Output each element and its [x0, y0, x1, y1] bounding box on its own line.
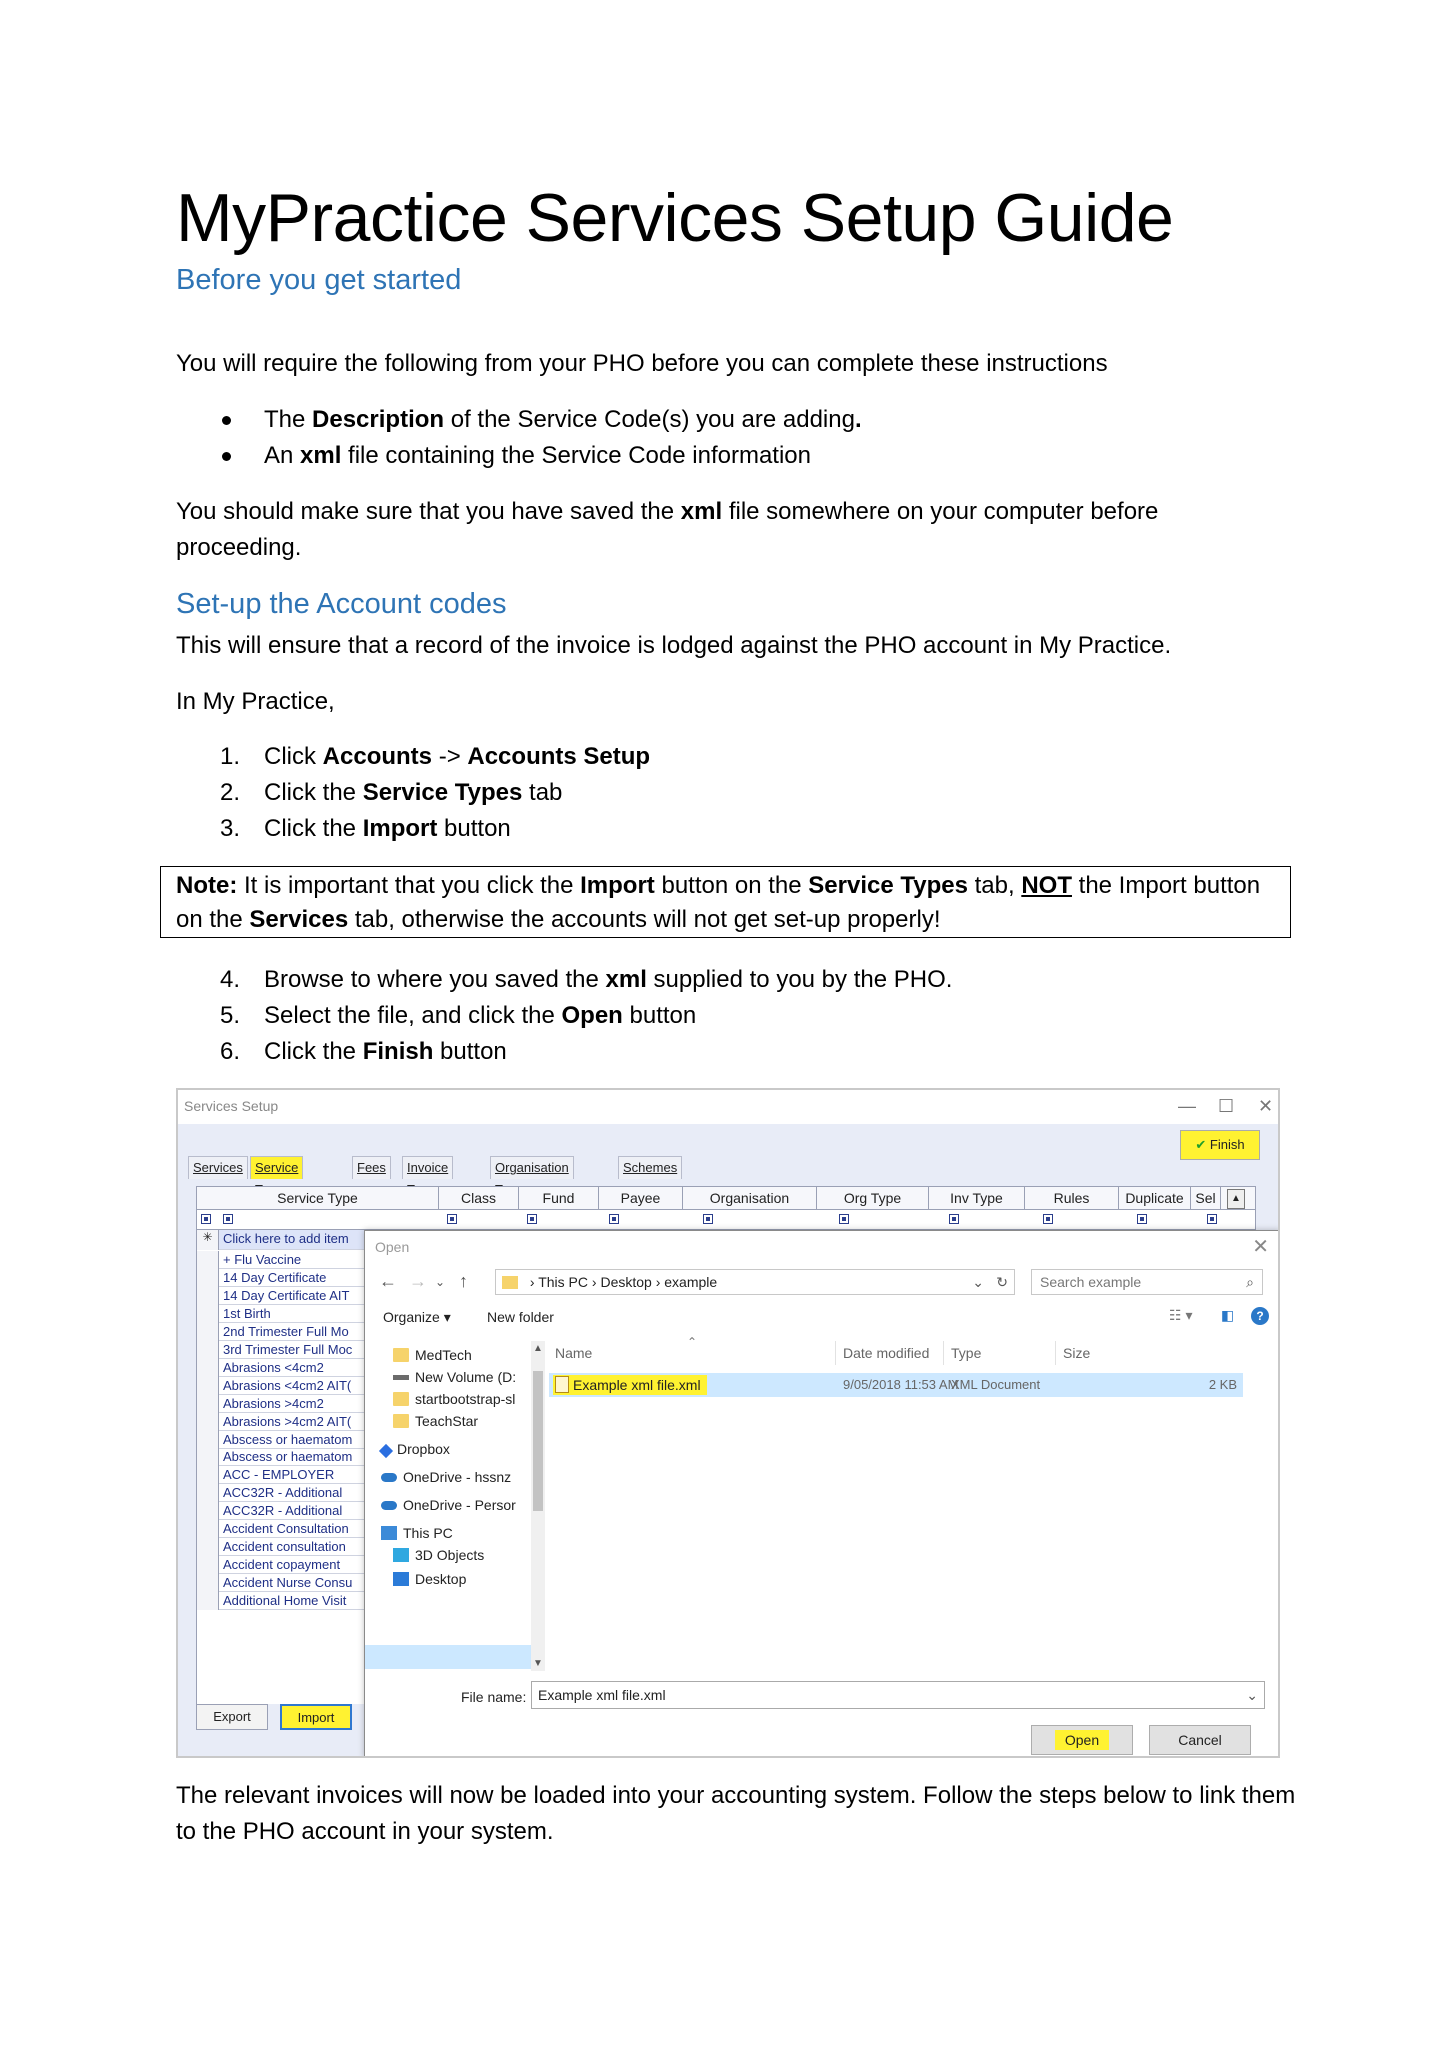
- finish-label: Finish: [1209, 1137, 1245, 1152]
- row-label: Accident consultation: [223, 1539, 346, 1554]
- footer-text: The relevant invoices will now be loaded into your accounting system. Follow the steps below to link them to the PHO account in your system.: [176, 1782, 1296, 1845]
- bullet-item: The Description of the Service Code(s) you are adding.: [176, 402, 862, 438]
- step-text-part: Import: [362, 815, 438, 842]
- file-name: Example xml file.xml: [573, 1377, 701, 1393]
- steps-list-2: [176, 962, 952, 1070]
- row-selector: [197, 1305, 219, 1323]
- step-text-part: button: [433, 1038, 507, 1065]
- step-number: 5.: [220, 1002, 241, 1029]
- col-org-type[interactable]: Org Type: [817, 1187, 929, 1209]
- step-number: 1.: [220, 743, 241, 770]
- view-options-icon[interactable]: ☷ ▾: [1169, 1307, 1193, 1323]
- table-row[interactable]: [197, 1323, 381, 1341]
- column-separator: [835, 1341, 836, 1365]
- table-row[interactable]: [197, 1502, 381, 1520]
- scroll-up-icon[interactable]: ▲: [533, 1343, 543, 1354]
- table-row[interactable]: [197, 1538, 381, 1556]
- step-text-part: Click: [264, 743, 323, 770]
- import-button[interactable]: Import: [280, 1704, 352, 1730]
- bullet-item: An xml file containing the Service Code information: [176, 438, 862, 474]
- row-label: ACC32R - Additional: [223, 1503, 343, 1518]
- nav-item[interactable]: [381, 1497, 516, 1513]
- breadcrumb-example[interactable]: example: [664, 1274, 718, 1290]
- step-text-part: ->: [432, 743, 468, 770]
- row-label: Abscess or haematom: [223, 1449, 353, 1464]
- filter-checkbox[interactable]: [949, 1214, 959, 1224]
- column-separator: [943, 1341, 944, 1365]
- table-row[interactable]: [197, 1413, 381, 1431]
- organize-button[interactable]: Organize ▾: [383, 1309, 451, 1325]
- step-text-part: Finish: [362, 1038, 434, 1065]
- row-selector: [197, 1395, 219, 1413]
- step-number: 2.: [220, 779, 241, 806]
- dialog-close-icon[interactable]: ✕: [1252, 1236, 1269, 1258]
- nav-item-label: OneDrive - hssnz: [403, 1469, 512, 1485]
- nav-item-label: TeachStar: [415, 1413, 479, 1429]
- breadcrumb-sep: ›: [529, 1274, 539, 1290]
- step-text-part: Click the: [264, 1038, 363, 1065]
- window-titlebar: [178, 1090, 1278, 1124]
- dialog-navbar: [375, 1269, 1265, 1297]
- col-class[interactable]: Class: [439, 1187, 519, 1209]
- row-label: 1st Birth: [223, 1306, 271, 1321]
- section-heading-before-start: Before you get started: [176, 264, 462, 296]
- table-row[interactable]: [197, 1556, 381, 1574]
- help-icon[interactable]: ?: [1251, 1307, 1269, 1325]
- header-size[interactable]: Size: [1063, 1345, 1091, 1361]
- address-bar[interactable]: [495, 1269, 1015, 1295]
- table-row[interactable]: [197, 1251, 381, 1269]
- row-selector: [197, 1466, 219, 1484]
- step-number: 6.: [220, 1038, 241, 1065]
- export-button[interactable]: Export: [196, 1704, 268, 1730]
- scroll-up-icon[interactable]: ▲: [1227, 1189, 1245, 1209]
- row-label: ACC32R - Additional: [223, 1485, 343, 1500]
- filter-checkbox[interactable]: [527, 1214, 537, 1224]
- dropbox-icon: [379, 1444, 393, 1458]
- finish-button[interactable]: [1180, 1130, 1260, 1160]
- step-item: [176, 998, 952, 1034]
- row-selector: [197, 1269, 219, 1287]
- address-dropdown-icon[interactable]: ⌄: [972, 1274, 984, 1290]
- folder-icon: [502, 1276, 518, 1289]
- row-selector: [197, 1287, 219, 1305]
- nav-item-label: Dropbox: [397, 1441, 450, 1457]
- open-label: Open: [1055, 1730, 1109, 1750]
- col-organisation[interactable]: Organisation: [683, 1187, 817, 1209]
- row-label: 14 Day Certificate: [223, 1270, 327, 1285]
- step-text-part: supplied to you by the PHO.: [646, 966, 953, 993]
- note-box: Note: It is important that you click the Import button on the Service Types tab, NOT the Import button on the Services tab, otherwise the accounts will not get set-up properly!: [160, 866, 1291, 938]
- pc-icon: [381, 1526, 397, 1540]
- row-label: 3rd Trimester Full Moc: [223, 1342, 353, 1357]
- step-text-part: Service Types: [362, 779, 523, 806]
- tab-schemes[interactable]: Schemes: [618, 1156, 682, 1179]
- nav-item-label: 3D Objects: [415, 1547, 485, 1563]
- recent-dropdown-icon[interactable]: ⌄: [435, 1275, 446, 1289]
- row-selector: [197, 1413, 219, 1431]
- step-item: [176, 962, 952, 998]
- tab-fees[interactable]: Fees: [352, 1156, 391, 1179]
- table-row[interactable]: [197, 1341, 381, 1359]
- step-text-part: Click the: [264, 779, 363, 806]
- filter-checkbox[interactable]: [839, 1214, 849, 1224]
- step-number: 4.: [220, 966, 241, 993]
- search-input[interactable]: [1031, 1269, 1263, 1295]
- step-text-part: Click the: [264, 815, 363, 842]
- breadcrumb-sep: ›: [655, 1274, 665, 1290]
- table-row[interactable]: [197, 1466, 381, 1484]
- nav-selected-highlight: [365, 1645, 531, 1669]
- step-item: [176, 811, 650, 847]
- new-folder-button[interactable]: New folder: [487, 1309, 554, 1325]
- filter-checkbox[interactable]: [447, 1214, 457, 1224]
- breadcrumb-desktop[interactable]: Desktop: [600, 1274, 652, 1290]
- refresh-icon[interactable]: ↻: [996, 1274, 1008, 1290]
- row-selector: [197, 1377, 219, 1395]
- step-text-part: xml: [605, 966, 647, 993]
- step-text-part: Open: [561, 1002, 623, 1029]
- cloud-icon: [381, 1473, 397, 1482]
- row-label: Accident Nurse Consu: [223, 1575, 353, 1590]
- nav-item-label: Desktop: [415, 1571, 467, 1587]
- cloud-icon: [381, 1501, 397, 1510]
- open-button[interactable]: [1031, 1725, 1133, 1755]
- nav-scrollbar[interactable]: [531, 1341, 545, 1671]
- dialog-title: Open: [375, 1239, 410, 1255]
- row-selector: [197, 1574, 219, 1592]
- section-heading-account-codes: Set-up the Account codes: [176, 588, 507, 620]
- nav-item[interactable]: [393, 1413, 478, 1429]
- step-text-part: Select the file, and click the: [264, 1002, 562, 1029]
- col-rules[interactable]: Rules: [1025, 1187, 1119, 1209]
- table-row[interactable]: [197, 1592, 381, 1610]
- filter-checkbox[interactable]: [1207, 1214, 1217, 1224]
- nav-item[interactable]: [393, 1391, 515, 1407]
- table-row[interactable]: [197, 1431, 381, 1449]
- row-label: Click here to add item: [223, 1231, 349, 1246]
- row-selector: [197, 1359, 219, 1377]
- sort-ascending-icon: ⌃: [687, 1335, 698, 1349]
- tab-invoice-type[interactable]: Invoice: [402, 1156, 453, 1179]
- cube-icon: [393, 1548, 409, 1562]
- file-size: 2 KB: [1208, 1377, 1237, 1392]
- row-selector: [197, 1323, 219, 1341]
- nav-item[interactable]: [381, 1525, 453, 1541]
- services-setup-screenshot: [176, 1088, 1280, 1758]
- row-label: Abrasions <4cm2 AIT(: [223, 1378, 352, 1393]
- minimize-icon[interactable]: —: [1178, 1096, 1196, 1116]
- nav-item[interactable]: [393, 1369, 516, 1385]
- service-type-list: [196, 1230, 381, 1704]
- row-label: Abrasions <4cm2: [223, 1360, 324, 1375]
- tab-service-types[interactable]: Service: [250, 1156, 303, 1179]
- file-name-label: File name:: [461, 1689, 527, 1705]
- row-selector: [197, 1556, 219, 1574]
- row-label: Abscess or haematom: [223, 1432, 353, 1447]
- filter-checkbox[interactable]: [201, 1214, 211, 1224]
- grid-header: [196, 1186, 1256, 1210]
- col-payee[interactable]: Payee: [599, 1187, 683, 1209]
- navigation-pane: [365, 1341, 545, 1671]
- header-name[interactable]: Name: [555, 1345, 593, 1361]
- row-selector: [197, 1251, 219, 1269]
- table-row[interactable]: [197, 1269, 381, 1287]
- nav-item[interactable]: [381, 1441, 450, 1457]
- scroll-down-icon[interactable]: ▼: [533, 1658, 543, 1669]
- close-icon[interactable]: ✕: [1258, 1096, 1274, 1116]
- col-sel[interactable]: Sel: [1191, 1187, 1221, 1209]
- page-title: MyPractice Services Setup Guide: [176, 180, 1174, 256]
- file-row[interactable]: [549, 1373, 1243, 1397]
- row-selector: [197, 1538, 219, 1556]
- nav-item-label: startbootstrap-sl: [415, 1391, 516, 1407]
- desk-icon: [393, 1572, 409, 1586]
- section2-text: This will ensure that a record of the invoice is lodged against the PHO account in My Practice.: [176, 632, 1172, 659]
- row-selector: [197, 1448, 219, 1466]
- add-item-row[interactable]: [197, 1230, 381, 1250]
- folder-icon: [393, 1392, 409, 1406]
- requirements-list: [176, 402, 862, 474]
- in-my-practice-text: In My Practice,: [176, 688, 335, 715]
- xml-file-icon: [555, 1376, 569, 1393]
- filter-checkbox[interactable]: [1043, 1214, 1053, 1224]
- table-row[interactable]: [197, 1484, 381, 1502]
- checkmark-icon: ✔: [1195, 1137, 1207, 1152]
- up-arrow-icon[interactable]: ↑: [459, 1271, 468, 1291]
- window-title: Services Setup: [184, 1098, 279, 1114]
- table-row[interactable]: [197, 1448, 381, 1466]
- file-name-input[interactable]: [531, 1681, 1265, 1709]
- filter-checkbox[interactable]: [1137, 1214, 1147, 1224]
- filter-checkbox[interactable]: [223, 1214, 233, 1224]
- step-number: 3.: [220, 815, 241, 842]
- filter-checkbox[interactable]: [609, 1214, 619, 1224]
- col-service-type[interactable]: Service Type: [197, 1187, 439, 1209]
- col-inv-type[interactable]: Inv Type: [929, 1187, 1025, 1209]
- step-text-part: Accounts Setup: [467, 743, 651, 770]
- maximize-icon[interactable]: ☐: [1218, 1096, 1235, 1116]
- dialog-toolbar: [383, 1307, 1263, 1331]
- tab-organisation-types[interactable]: Organisation: [490, 1156, 574, 1179]
- step-text-part: button: [437, 815, 511, 842]
- row-selector: [197, 1431, 219, 1449]
- breadcrumb-this-pc[interactable]: This PC: [538, 1274, 588, 1290]
- nav-item-label: OneDrive - Persor: [403, 1497, 516, 1513]
- step-item: [176, 775, 650, 811]
- row-label: 2nd Trimester Full Mo: [223, 1324, 349, 1339]
- row-selector: [197, 1502, 219, 1520]
- table-row[interactable]: [197, 1305, 381, 1323]
- nav-item[interactable]: [381, 1469, 511, 1485]
- steps-list-1: [176, 739, 650, 847]
- tab-services[interactable]: Services: [188, 1156, 248, 1179]
- new-row-star-icon: ✳: [197, 1230, 219, 1250]
- file-type: XML Document: [951, 1377, 1041, 1392]
- table-row[interactable]: [197, 1359, 381, 1377]
- save-note-text: You should make sure that you have saved the xml file somewhere on your computer before proceeding.: [176, 498, 1159, 561]
- table-row[interactable]: [197, 1395, 381, 1413]
- step-text-part: tab: [522, 779, 563, 806]
- table-row[interactable]: [197, 1520, 381, 1538]
- row-label: Accident Consultation: [223, 1521, 349, 1536]
- search-icon: ⌕: [1246, 1274, 1254, 1290]
- row-selector: [197, 1341, 219, 1359]
- file-date: 9/05/2018 11:53 AM: [843, 1377, 959, 1392]
- column-separator: [1055, 1341, 1056, 1365]
- search-placeholder: Search example: [1040, 1274, 1142, 1290]
- scroll-thumb[interactable]: [533, 1371, 543, 1511]
- table-row[interactable]: [197, 1287, 381, 1305]
- header-date-modified[interactable]: Date modified: [843, 1345, 930, 1361]
- open-file-dialog: [364, 1230, 1280, 1758]
- row-label: ACC - EMPLOYER: [223, 1467, 335, 1482]
- cancel-button[interactable]: Cancel: [1149, 1725, 1251, 1755]
- step-text-part: button: [622, 1002, 697, 1029]
- col-fund[interactable]: Fund: [519, 1187, 599, 1209]
- filename-dropdown-icon[interactable]: ⌄: [1246, 1687, 1258, 1703]
- filter-checkbox[interactable]: [703, 1214, 713, 1224]
- drive-icon: [393, 1375, 409, 1380]
- nav-item[interactable]: [393, 1571, 466, 1587]
- table-row[interactable]: [197, 1574, 381, 1592]
- step-item: [176, 739, 650, 775]
- nav-item-label: MedTech: [415, 1347, 472, 1363]
- row-selector: [197, 1520, 219, 1538]
- row-label: + Flu Vaccine: [223, 1252, 302, 1267]
- breadcrumb-sep: ›: [591, 1274, 601, 1290]
- row-label: Additional Home Visit: [223, 1593, 347, 1608]
- table-row[interactable]: [197, 1377, 381, 1395]
- preview-pane-icon[interactable]: ◧: [1221, 1307, 1235, 1323]
- row-selector: [197, 1484, 219, 1502]
- row-label: Abrasions >4cm2 AIT(: [223, 1414, 352, 1429]
- folder-icon: [393, 1414, 409, 1428]
- nav-item-label: New Volume (D:: [415, 1369, 517, 1385]
- folder-icon: [393, 1348, 409, 1362]
- step-text-part: Browse to where you saved the: [264, 966, 606, 993]
- row-label: Accident copayment: [223, 1557, 341, 1572]
- file-name-value: Example xml file.xml: [538, 1687, 666, 1703]
- row-selector: [197, 1592, 219, 1610]
- nav-item[interactable]: [393, 1347, 472, 1363]
- step-text-part: Accounts: [322, 743, 433, 770]
- row-label: Abrasions >4cm2: [223, 1396, 324, 1411]
- filter-row: [196, 1210, 1256, 1230]
- intro-text: You will require the following from your PHO before you can complete these instructions: [176, 350, 1108, 377]
- step-item: [176, 1034, 952, 1070]
- back-arrow-icon[interactable]: ←: [379, 1271, 397, 1291]
- nav-item[interactable]: [393, 1547, 484, 1563]
- header-type[interactable]: Type: [951, 1345, 982, 1361]
- file-name-cell: [553, 1375, 707, 1395]
- file-list-pane: [547, 1335, 1267, 1671]
- nav-item-label: This PC: [403, 1525, 453, 1541]
- col-duplicate[interactable]: Duplicate: [1119, 1187, 1191, 1209]
- forward-arrow-icon[interactable]: →: [409, 1271, 427, 1291]
- row-label: 14 Day Certificate AIT: [223, 1288, 350, 1303]
